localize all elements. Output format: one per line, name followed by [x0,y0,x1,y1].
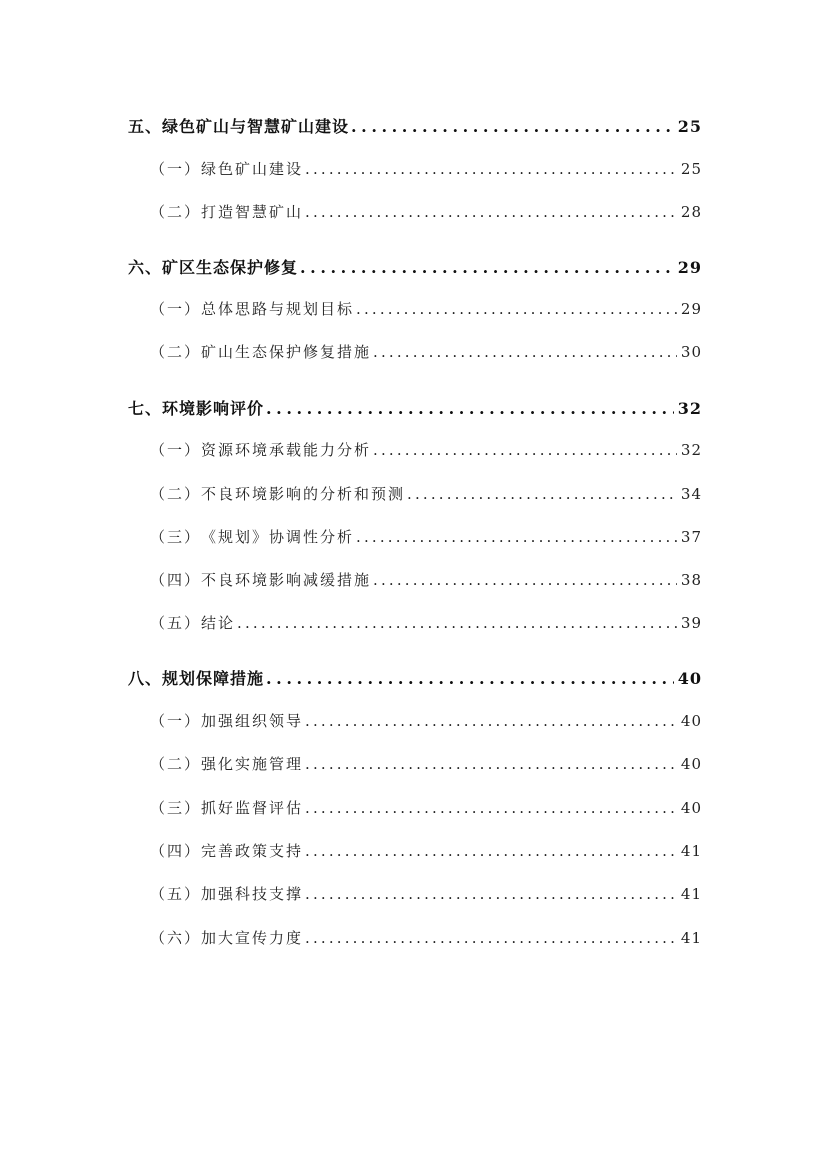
toc-number: （二） [150,343,202,361]
toc-entry-8-6[interactable] [150,927,702,948]
toc-title: 矿山生态保护修复措施 [201,343,372,361]
toc-number: 六、 [128,258,163,277]
toc-page-number: 29 [677,258,702,277]
toc-page-number: 41 [680,885,702,903]
toc-page-number: 40 [680,712,702,730]
toc-leader-dots [305,885,677,903]
toc-page-number: 34 [680,485,702,503]
toc-page-number: 32 [680,441,702,459]
toc-leader-dots [305,929,677,947]
toc-page-number: 38 [680,571,702,589]
toc-title: 资源环境承载能力分析 [201,441,372,459]
toc-leader-dots [266,399,674,418]
toc-number: （五） [150,614,202,632]
toc-entry-5-2[interactable] [150,201,702,222]
toc-number: （三） [150,799,202,817]
toc-page-number: 41 [680,842,702,860]
toc-entry-8-5[interactable] [150,883,702,904]
toc-page-number: 32 [677,399,702,418]
toc-title: 加强组织领导 [201,712,304,730]
toc-number: 七、 [128,399,163,418]
toc-entry-8-4[interactable] [150,840,702,861]
toc-leader-dots [237,614,677,632]
toc-entry-7-3[interactable] [150,526,702,547]
toc-page-number: 25 [680,160,702,178]
toc-leader-dots [266,669,674,688]
toc-leader-dots [305,160,677,178]
toc-number: （五） [150,885,202,903]
toc-number: （二） [150,203,202,221]
toc-entry-section-5[interactable] [128,114,702,137]
toc-title: 《规划》协调性分析 [201,528,355,546]
toc-leader-dots [356,300,677,318]
toc-leader-dots [373,441,677,459]
toc-number: 八、 [128,669,163,688]
toc-leader-dots [356,528,677,546]
toc-number: （一） [150,160,202,178]
toc-title: 结论 [201,614,236,632]
toc-page-number: 28 [680,203,702,221]
toc-entry-8-3[interactable] [150,797,702,818]
toc-leader-dots [305,755,677,773]
toc-page-number: 41 [680,929,702,947]
toc-entry-section-7[interactable] [128,396,702,419]
toc-entry-7-1[interactable] [150,439,702,460]
toc-page-number: 37 [680,528,702,546]
toc-entry-7-5[interactable] [150,612,702,633]
toc-number: （二） [150,755,202,773]
toc-entry-7-4[interactable] [150,569,702,590]
toc-title: 规划保障措施 [162,669,265,688]
toc-leader-dots [305,842,677,860]
toc-number: 五、 [128,117,163,136]
toc-entry-section-8[interactable] [128,666,702,689]
toc-entry-7-2[interactable] [150,483,702,504]
toc-page-number: 25 [677,117,702,136]
toc-title: 打造智慧矿山 [201,203,304,221]
toc-entry-8-1[interactable] [150,710,702,731]
toc-number: （一） [150,441,202,459]
toc-title: 完善政策支持 [201,842,304,860]
toc-title: 加强科技支撑 [201,885,304,903]
toc-number: （四） [150,842,202,860]
toc-number: （二） [150,485,202,503]
toc-page-number: 39 [680,614,702,632]
toc-title: 加大宣传力度 [201,929,304,947]
toc-leader-dots [305,799,677,817]
toc-title: 不良环境影响的分析和预测 [201,485,406,503]
toc-page-number: 29 [680,300,702,318]
toc-number: （四） [150,571,202,589]
toc-page-number: 40 [680,755,702,773]
toc-leader-dots [305,203,677,221]
toc-entry-section-6[interactable] [128,255,702,278]
toc-entry-6-2[interactable] [150,341,702,362]
toc-entry-6-1[interactable] [150,298,702,319]
toc-title: 环境影响评价 [162,399,265,418]
toc-page-number: 40 [677,669,702,688]
toc-leader-dots [300,258,674,277]
toc-title: 强化实施管理 [201,755,304,773]
toc-number: （一） [150,300,202,318]
toc-entry-5-1[interactable] [150,158,702,179]
toc-leader-dots [373,571,677,589]
toc-leader-dots [351,117,674,136]
toc-title: 不良环境影响减缓措施 [201,571,372,589]
toc-number: （六） [150,929,202,947]
toc-title: 总体思路与规划目标 [201,300,355,318]
toc-title: 绿色矿山与智慧矿山建设 [162,117,350,136]
toc-title: 抓好监督评估 [201,799,304,817]
toc-page-number: 40 [680,799,702,817]
toc-leader-dots [373,343,677,361]
toc-title: 矿区生态保护修复 [162,258,299,277]
toc-number: （三） [150,528,202,546]
toc-title: 绿色矿山建设 [201,160,304,178]
toc-number: （一） [150,712,202,730]
toc-page-number: 30 [680,343,702,361]
toc-leader-dots [305,712,677,730]
toc-entry-8-2[interactable] [150,753,702,774]
toc-leader-dots [407,485,677,503]
